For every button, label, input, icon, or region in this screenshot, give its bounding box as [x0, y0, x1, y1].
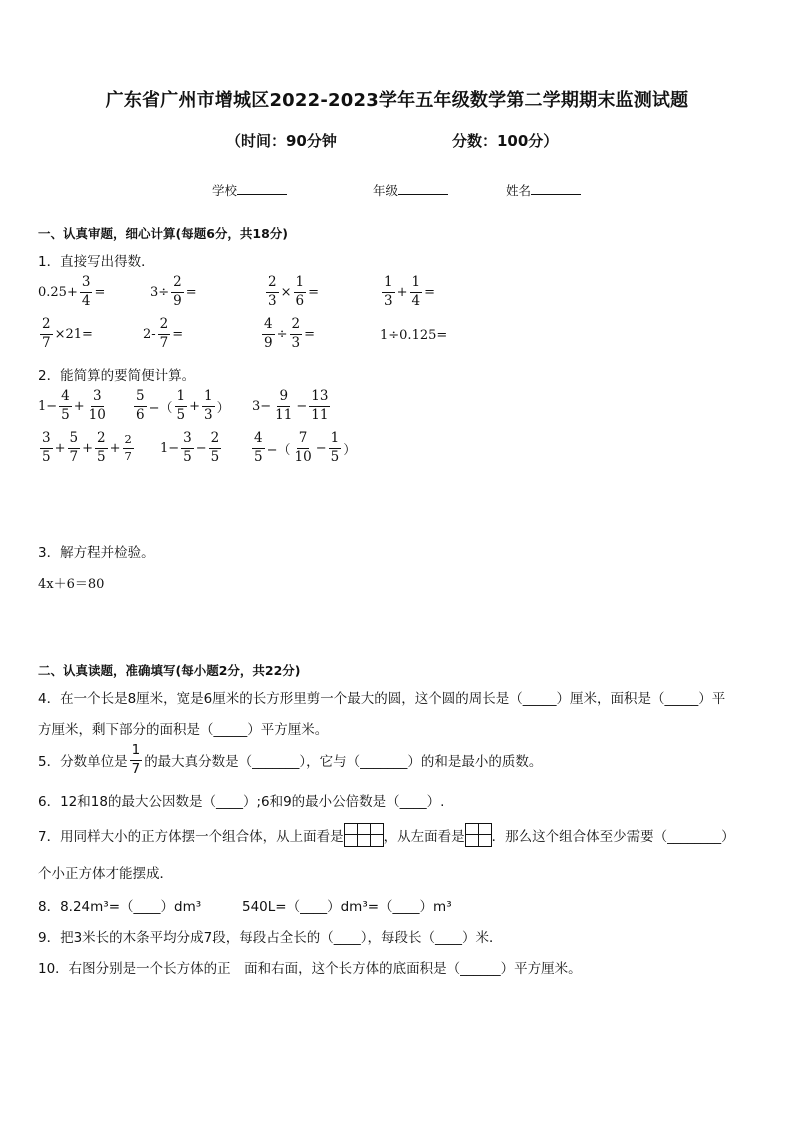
q1-item-1-post: = [94, 284, 106, 300]
grade-field [373, 181, 448, 199]
q2-expr-2 [132, 390, 230, 422]
q1-item-3-fraction-a: $\frac{2}{3}$ [268, 274, 277, 309]
q1-item-1 [38, 276, 105, 308]
q2-expr-4-frac-d: $\frac{2}{7}$ [124, 432, 132, 463]
q5-pre: 5．分数单位是 [38, 754, 128, 770]
q2-expr-4-op3: + [109, 440, 121, 456]
q3-label: 3．解方程并检验。 [38, 545, 155, 561]
q1-item-2-pre: 3÷ [150, 284, 170, 300]
school-blank [237, 182, 287, 195]
q2-expr-2-frac-c: $\frac{1}{3}$ [204, 388, 213, 423]
q1-item-6-post: = [172, 326, 184, 342]
q1-item-6-fraction: $\frac{2}{7}$ [159, 316, 169, 351]
q1-item-7 [260, 318, 315, 350]
q2-expr-2-op1: −（ [148, 400, 173, 416]
name-label: 姓名 [506, 183, 532, 198]
school-field [212, 181, 287, 199]
grade-label: 年级 [373, 183, 399, 198]
q1-item-7-fraction-a: $\frac{4}{9}$ [264, 316, 273, 351]
q2-expr-3-op: − [296, 398, 308, 414]
q2-expr-1-op: + [73, 398, 85, 414]
q4-line1: 4．在一个长是8厘米，宽是6厘米的长方形里剪一个最大的圆，这个圆的周长是（_____）厘米，面积是（_____）平 [38, 691, 726, 707]
q2-expr-5-op: − [195, 440, 207, 456]
q2-expr-5-frac-b: $\frac{2}{5}$ [210, 430, 220, 465]
q1-item-3-op: × [280, 284, 292, 300]
q7-mid: ，从左面看是 [383, 829, 465, 845]
q1-item-2-post: = [185, 284, 197, 300]
q1-item-4 [380, 276, 435, 308]
q5 [38, 744, 542, 776]
q7-pre: 7．用同样大小的正方体摆一个组合体，从上面看是 [38, 829, 344, 845]
q1-item-2-fraction: $\frac{2}{9}$ [173, 274, 182, 309]
q1-item-3-fraction-b: $\frac{1}{6}$ [295, 274, 305, 309]
q2-expr-4-frac-b: $\frac{5}{7}$ [69, 430, 79, 465]
q10: 10．右图分别是一个长方体的正 面和右面，这个长方体的底面积是（______）平方厘米。 [38, 961, 582, 977]
q5-post: 的最大真分数是（_______），它与（_______）的和是最小的质数。 [144, 754, 543, 770]
q2-expr-5-lead: 1− [160, 440, 180, 456]
q2-expr-3-frac-b: $\frac{13}{11}$ [311, 388, 329, 423]
q1-item-3-post: = [308, 284, 319, 300]
q7-line2: 个小正方体才能摆成． [38, 866, 173, 882]
top-view-grid-icon [344, 823, 384, 847]
q7-line1 [38, 823, 735, 847]
exam-time: （时间：90分钟 [226, 132, 337, 150]
grade-blank [398, 182, 448, 195]
q1-item-7-fraction-b: $\frac{2}{3}$ [291, 316, 301, 351]
q2-expr-3-lead: 3− [252, 398, 272, 414]
q8-part-b: 540L=（____）dm³=（____）m³ [242, 899, 452, 915]
q7-post: ．那么这个组合体至少需要（________） [491, 829, 735, 845]
q2-expr-2-frac-a: $\frac{5}{6}$ [136, 388, 145, 423]
q1-item-1-fraction: $\frac{3}{4}$ [81, 274, 91, 309]
q1-item-7-post: = [304, 326, 315, 342]
q2-expr-4-frac-a: $\frac{3}{5}$ [42, 430, 51, 465]
q3-equation: 4x＋6＝80 [38, 577, 105, 592]
q1-item-6 [143, 318, 183, 350]
q8-part-a: 8．8.24m³=（____）dm³ [38, 899, 202, 915]
q2-expr-2-op2: + [189, 398, 200, 414]
exam-score: 分数：100分） [452, 132, 559, 150]
q1-label: 1．直接写出得数． [38, 254, 155, 270]
q2-expr-1-frac-a: $\frac{4}{5}$ [61, 388, 70, 423]
q2-expr-6-frac-a: $\frac{4}{5}$ [254, 430, 263, 465]
q1-item-5 [38, 318, 93, 350]
q2-expr-1-frac-b: $\frac{3}{10}$ [88, 388, 106, 423]
section1-heading: 一、认真审题，细心计算(每题6分，共18分) [38, 226, 289, 241]
q2-expr-3-frac-a: $\frac{9}{11}$ [275, 388, 293, 423]
q2-expr-4 [38, 432, 136, 464]
q5-fraction: $\frac{1}{7}$ [131, 742, 141, 777]
q2-expr-4-op2: + [82, 440, 93, 456]
left-view-grid-icon [465, 823, 492, 847]
name-field [506, 181, 581, 199]
q1-item-8: 1÷0.125= [380, 328, 448, 343]
q2-expr-2-close: ） [216, 400, 230, 416]
q1-item-4-fraction-b: $\frac{1}{4}$ [411, 274, 421, 309]
q2-expr-6-frac-b: $\frac{7}{10}$ [294, 430, 312, 465]
q4-line2: 方厘米，剩下部分的面积是（_____）平方厘米。 [38, 722, 329, 738]
q1-item-7-op: ÷ [276, 326, 288, 342]
q2-expr-4-frac-c: $\frac{2}{5}$ [97, 430, 106, 465]
q1-item-1-pre: 0.25+ [38, 284, 78, 300]
q2-expr-4-op1: + [54, 440, 66, 456]
section2-heading: 二、认真读题，准确填写(每小题2分，共22分) [38, 663, 301, 678]
q1-item-5-post: ×21= [54, 326, 93, 342]
name-blank [531, 182, 581, 195]
page-title: 广东省广州市增城区2022-2023学年五年级数学第二学期期末监测试题 [105, 90, 689, 111]
q1-item-4-op: + [396, 284, 408, 300]
q1-item-6-pre: 2- [143, 326, 156, 342]
school-label: 学校 [212, 183, 238, 198]
q2-expr-1-lead: 1− [38, 398, 58, 414]
q1-item-4-post: = [424, 284, 435, 300]
q2-expr-2-frac-b: $\frac{1}{5}$ [176, 388, 186, 423]
q2-expr-6 [250, 432, 356, 464]
q2-expr-6-close: ） [343, 442, 357, 458]
q2-expr-5-frac-a: $\frac{3}{5}$ [183, 430, 192, 465]
q1-item-4-fraction-a: $\frac{1}{3}$ [384, 274, 393, 309]
q6: 6．12和18的最大公因数是（____）;6和9的最小公倍数是（____）. [38, 794, 445, 810]
q1-item-2 [150, 276, 197, 308]
q2-expr-1 [38, 390, 110, 422]
q2-expr-6-frac-c: $\frac{1}{5}$ [330, 430, 340, 465]
q1-item-5-fraction: $\frac{2}{7}$ [42, 316, 51, 351]
q2-expr-6-op2: − [315, 440, 327, 456]
q2-label: 2．能简算的要简便计算。 [38, 368, 196, 384]
q2-expr-6-op1: −（ [266, 442, 291, 458]
q9: 9．把3米长的木条平均分成7段，每段占全长的（____），每段长（____）米． [38, 930, 503, 946]
q1-item-3 [264, 276, 319, 308]
q2-expr-3 [252, 390, 332, 422]
q2-expr-5 [160, 432, 223, 464]
